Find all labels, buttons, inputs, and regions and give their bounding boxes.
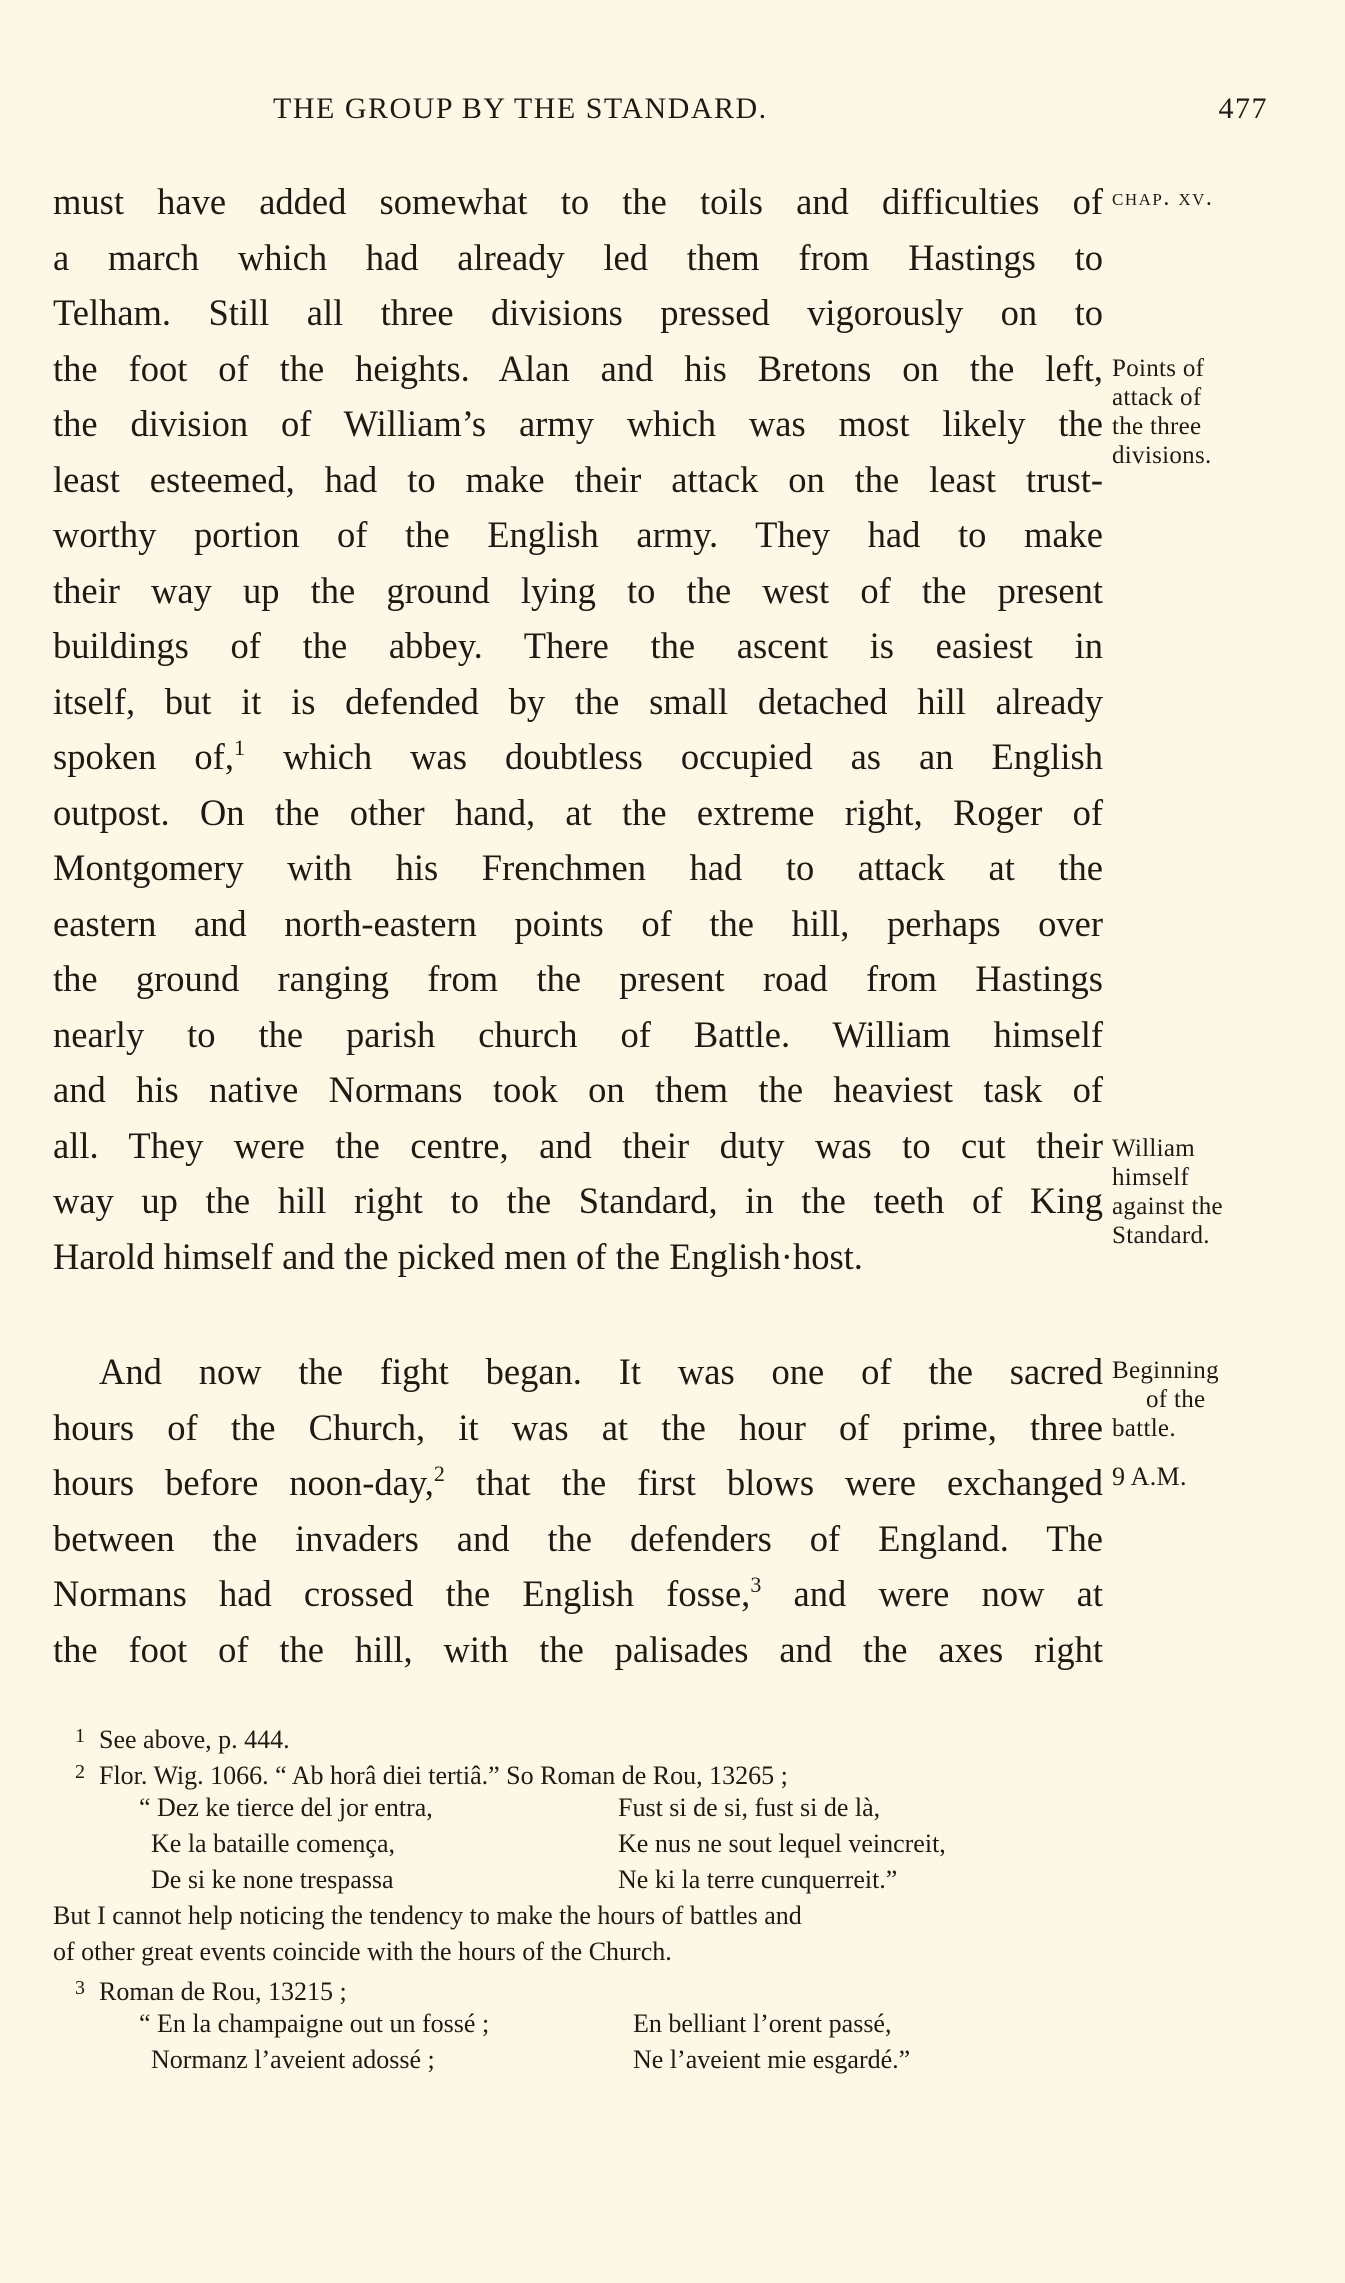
text-line bbox=[53, 1566, 1103, 1622]
footnote-ref-1[interactable]: 1 bbox=[233, 735, 245, 760]
verse-row bbox=[53, 2042, 1113, 2078]
paragraph-1 bbox=[53, 174, 1103, 1284]
verse-right: Ne ki la terre cunquerreit.” bbox=[618, 1865, 898, 1894]
text-line: buildings of the abbey. There the ascent is easiest in bbox=[53, 625, 1103, 666]
footnote-3 bbox=[53, 1970, 1113, 2006]
sidenote-text: Beginning bbox=[1112, 1357, 1219, 1384]
sidenote-text: the three bbox=[1112, 413, 1202, 440]
text-line: hours of the Church, it was at the hour of prime, three bbox=[53, 1406, 1103, 1448]
text-line: the foot of the hill, with the palisades and the axes right bbox=[53, 1628, 1103, 1670]
verse-row bbox=[53, 1862, 1113, 1898]
verse-left: “ Dez ke tierce del jor entra, bbox=[139, 1793, 433, 1822]
footnote-text: Roman de Rou, 13215 ; bbox=[99, 1977, 347, 2006]
text-line: itself, but it is defended by the small detached hill already bbox=[53, 680, 1103, 722]
sidenote-text: Standard. bbox=[1112, 1222, 1210, 1249]
text-fragment: spoken of, bbox=[53, 736, 234, 777]
footnote-comment: But I cannot help noticing the tendency to make the hours of battles and bbox=[53, 1901, 802, 1930]
footnote-marker: 1 bbox=[75, 1725, 85, 1747]
verse-left: De si ke none trespassa bbox=[151, 1865, 394, 1894]
sidenote-text: chap. xv. bbox=[1112, 185, 1214, 211]
sidenote-chapter bbox=[1112, 184, 1327, 213]
text-fragment: Normans had crossed the English fosse, bbox=[53, 1573, 751, 1614]
sidenote-text: attack of bbox=[1112, 384, 1202, 411]
text-line: a march which had already led them from Hastings to bbox=[53, 236, 1103, 278]
sidenote-beginning-of-battle bbox=[1112, 1356, 1327, 1443]
text-line: Telham. Still all three divisions pressed vigorously on to bbox=[53, 292, 1103, 333]
text-line: worthy portion of the English army. They had to make bbox=[53, 514, 1103, 555]
text-fragment: which was doubtless occupied as an English bbox=[244, 736, 1104, 777]
verse-right: En belliant l’orent passé, bbox=[633, 2009, 892, 2038]
text-line: their way up the ground lying to the west of the present bbox=[53, 569, 1103, 611]
footnote-2 bbox=[53, 1754, 1113, 1790]
sidenote-text: himself bbox=[1112, 1164, 1190, 1191]
text-line: way up the hill right to the Standard, in the teeth of King bbox=[53, 1180, 1103, 1221]
sidenote-text: of the bbox=[1146, 1386, 1206, 1413]
text-line: the division of William’s army which was most likely the bbox=[53, 403, 1103, 444]
footnotes bbox=[53, 1718, 1113, 2078]
footnote-1 bbox=[53, 1718, 1113, 1754]
footnote-ref-2[interactable]: 2 bbox=[433, 1461, 445, 1486]
sidenote-text: against the bbox=[1112, 1193, 1223, 1220]
sidenote-text: Points of bbox=[1112, 355, 1205, 382]
sidenote-time bbox=[1112, 1462, 1327, 1491]
text-line: Montgomery with his Frenchmen had to attack at the bbox=[53, 847, 1103, 888]
verse-left: Normanz l’aveient adossé ; bbox=[151, 2045, 435, 2074]
verse-left: “ En la champaigne out un fossé ; bbox=[139, 2009, 490, 2038]
footnote-comment: of other great events coincide with the hours of the Church. bbox=[53, 1937, 672, 1966]
text-line bbox=[53, 1455, 1103, 1511]
text-line: must have added somewhat to the toils and difficulties of bbox=[53, 181, 1103, 222]
text-line: nearly to the parish church of Battle. William himself bbox=[53, 1013, 1103, 1055]
text-line: And now the fight began. It was one of the sacred bbox=[99, 1351, 1103, 1392]
text-fragment: and were now at bbox=[761, 1573, 1103, 1614]
verse-right: Ke nus ne sout lequel veincreit, bbox=[618, 1829, 946, 1858]
text-line: the foot of the heights. Alan and his Bretons on the left, bbox=[53, 347, 1103, 389]
footnote-marker: 3 bbox=[75, 1977, 85, 1999]
footnote-text: Flor. Wig. 1066. “ Ab horâ diei tertiâ.” So Roman de Rou, 13265 ; bbox=[99, 1761, 788, 1790]
text-line: the ground ranging from the present road from Hastings bbox=[53, 958, 1103, 999]
text-line bbox=[53, 729, 1103, 785]
page-number: 477 bbox=[1218, 92, 1268, 125]
text-line: and his native Normans took on them the heaviest task of bbox=[53, 1069, 1103, 1110]
text-line: all. They were the centre, and their duty was to cut their bbox=[53, 1124, 1103, 1166]
sidenote-text: divisions. bbox=[1112, 442, 1212, 469]
text-line: between the invaders and the defenders of England. The bbox=[53, 1517, 1103, 1559]
text-fragment: hours before noon-day, bbox=[53, 1462, 434, 1503]
running-head-title: THE GROUP BY THE STANDARD. bbox=[273, 92, 768, 125]
text-line: outpost. On the other hand, at the extreme right, Roger of bbox=[53, 791, 1103, 833]
footnote-text: See above, p. 444. bbox=[99, 1725, 290, 1754]
verse-row bbox=[53, 2006, 1113, 2042]
footnote-ref-3[interactable]: 3 bbox=[750, 1572, 762, 1597]
sidenote-text: William bbox=[1112, 1135, 1196, 1162]
running-head bbox=[53, 92, 1268, 132]
verse-row bbox=[53, 1826, 1113, 1862]
verse-right: Fust si de si, fust si de là, bbox=[618, 1793, 881, 1822]
paragraph-2 bbox=[53, 1344, 1103, 1677]
text-line: Harold himself and the picked men of the English·host. bbox=[53, 1235, 863, 1277]
footnote-marker: 2 bbox=[75, 1761, 85, 1783]
text-line: eastern and north-eastern points of the hill, perhaps over bbox=[53, 902, 1103, 944]
sidenote-william-against-standard bbox=[1112, 1134, 1327, 1250]
sidenote-text: battle. bbox=[1112, 1415, 1176, 1442]
verse-right: Ne l’aveient mie esgardé.” bbox=[633, 2045, 911, 2074]
sidenote-text: 9 A.M. bbox=[1112, 1462, 1187, 1491]
text-fragment: that the first blows were exchanged bbox=[444, 1462, 1103, 1503]
verse-row bbox=[53, 1790, 1113, 1826]
verse-left: Ke la bataille comença, bbox=[151, 1829, 395, 1858]
text-line: least esteemed, had to make their attack on the least trust- bbox=[53, 458, 1103, 500]
sidenote-points-of-attack bbox=[1112, 354, 1327, 470]
